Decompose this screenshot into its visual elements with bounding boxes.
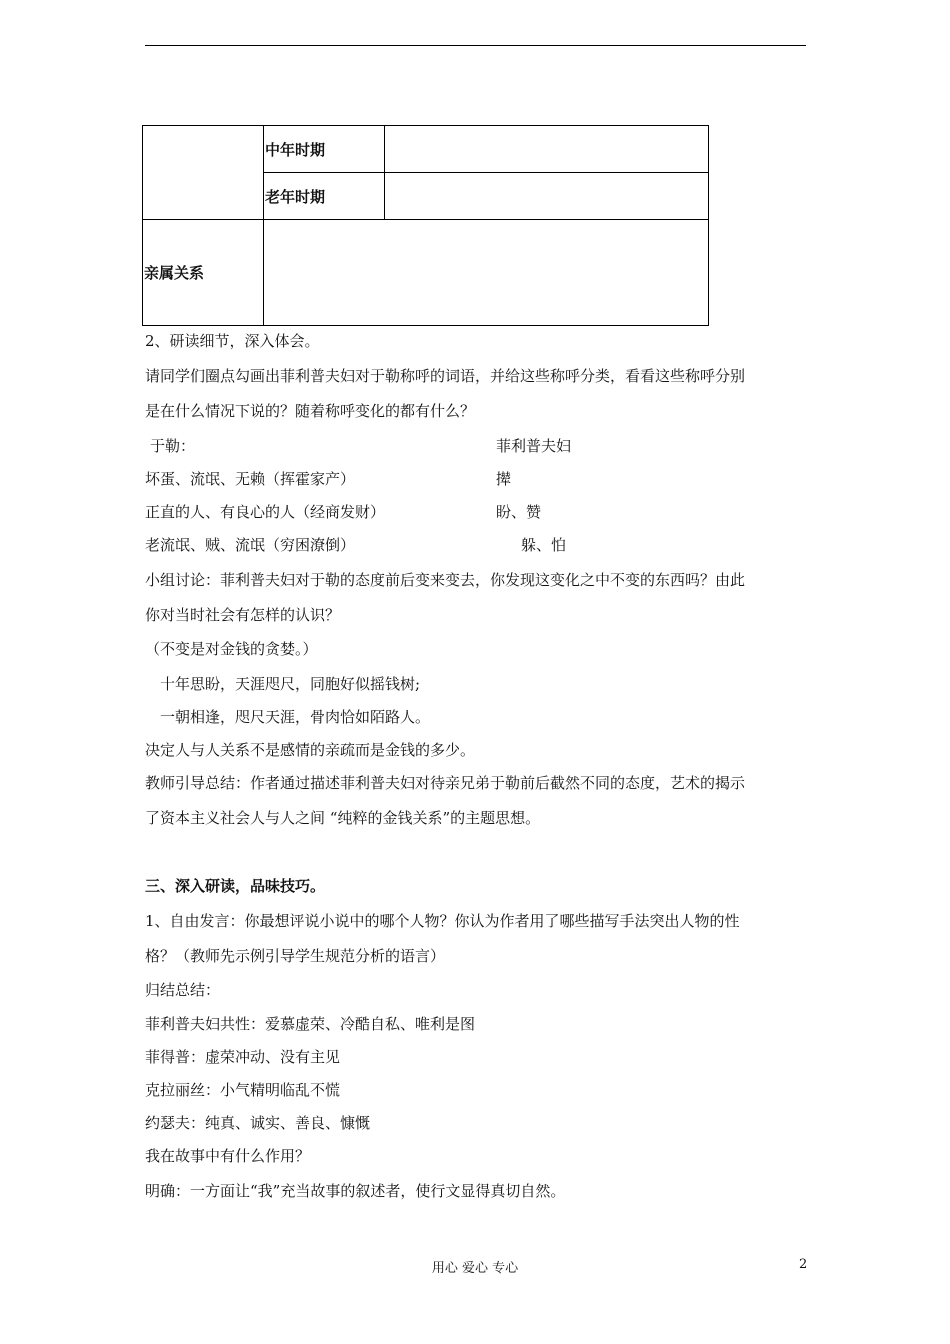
page-number: 2 <box>799 1257 808 1272</box>
yule-term-2: 正直的人、有良心的人（经商发财） <box>145 503 386 521</box>
attitude-1: 撵 <box>496 470 512 488</box>
col-left-header: 于勒： <box>150 437 196 455</box>
row-label-old-age: 老年时期 <box>264 173 385 220</box>
question1-line-1: 1、自由发言：你最想评说小说中的哪个人物？你认为作者用了哪些描写手法突出人物的性 <box>145 912 740 930</box>
discussion-line-2: 你对当时社会有怎样的认识？ <box>145 606 341 624</box>
yule-term-3: 老流氓、贼、流氓（穷困潦倒） <box>145 536 356 554</box>
table-row <box>143 126 709 173</box>
trait-line: 约瑟夫：纯真、诚实、善良、慷慨 <box>145 1114 371 1132</box>
row-value-middle-age <box>385 126 709 173</box>
section2-heading: 2、研读细节，深入体会。 <box>145 332 320 350</box>
table-row <box>143 220 709 326</box>
row-value-relatives <box>264 220 709 326</box>
instruction-line-2: 是在什么情况下说的？随着称呼变化的都有什么？ <box>145 402 476 420</box>
header-rule <box>145 45 806 46</box>
discussion-answer: （不变是对金钱的贪婪。） <box>145 640 318 658</box>
narrator-question: 我在故事中有什么作用？ <box>145 1147 311 1165</box>
attitude-2: 盼、赞 <box>496 503 542 521</box>
trait-line: 克拉丽丝：小气精明临乱不慌 <box>145 1081 341 1099</box>
section3-heading: 三、深入研读，品味技巧。 <box>145 877 326 895</box>
summary-label: 归结总结： <box>145 981 221 999</box>
row-value-old-age <box>385 173 709 220</box>
col-right-header: 菲利普夫妇 <box>496 437 572 455</box>
trait-line: 菲利普夫妇共性：爱慕虚荣、冷酷自私、唯利是图 <box>145 1015 476 1033</box>
discussion-line-1: 小组讨论：菲利普夫妇对于勒的态度前后变来变去，你发现这变化之中不变的东西吗？由此 <box>145 571 746 589</box>
couplet-line-2: 一朝相逢，咫尺天涯，骨肉恰如陌路人。 <box>160 708 431 726</box>
row-label-relatives: 亲属关系 <box>143 220 264 326</box>
footer-motto: 用心 爱心 专心 <box>431 1261 519 1276</box>
summary-line-1: 教师引导总结：作者通过描述菲利普夫妇对待亲兄弟于勒前后截然不同的态度，艺术的揭示 <box>145 774 746 792</box>
info-table <box>142 125 709 326</box>
row-label-middle-age: 中年时期 <box>264 126 385 173</box>
question1-line-2: 格？（教师先示例引导学生规范分析的语言） <box>145 947 446 965</box>
clarification: 明确：一方面让“我”充当故事的叙述者，使行文显得真切自然。 <box>145 1182 566 1200</box>
blank-cell <box>143 126 264 220</box>
couplet-line-1: 十年思盼，天涯咫尺，同胞好似摇钱树; <box>160 675 421 693</box>
instruction-line-1: 请同学们圈点勾画出菲利普夫妇对于勒称呼的词语，并给这些称呼分类，看看这些称呼分别 <box>145 367 746 385</box>
summary-line-2: 了资本主义社会人与人之间 “纯粹的金钱关系”的主题思想。 <box>145 809 541 827</box>
trait-line: 菲得普：虚荣冲动、没有主见 <box>145 1048 341 1066</box>
yule-term-1: 坏蛋、流氓、无赖（挥霍家产） <box>145 470 356 488</box>
attitude-3: 躲、怕 <box>521 536 567 554</box>
conclusion: 决定人与人关系不是感情的亲疏而是金钱的多少。 <box>145 741 476 759</box>
